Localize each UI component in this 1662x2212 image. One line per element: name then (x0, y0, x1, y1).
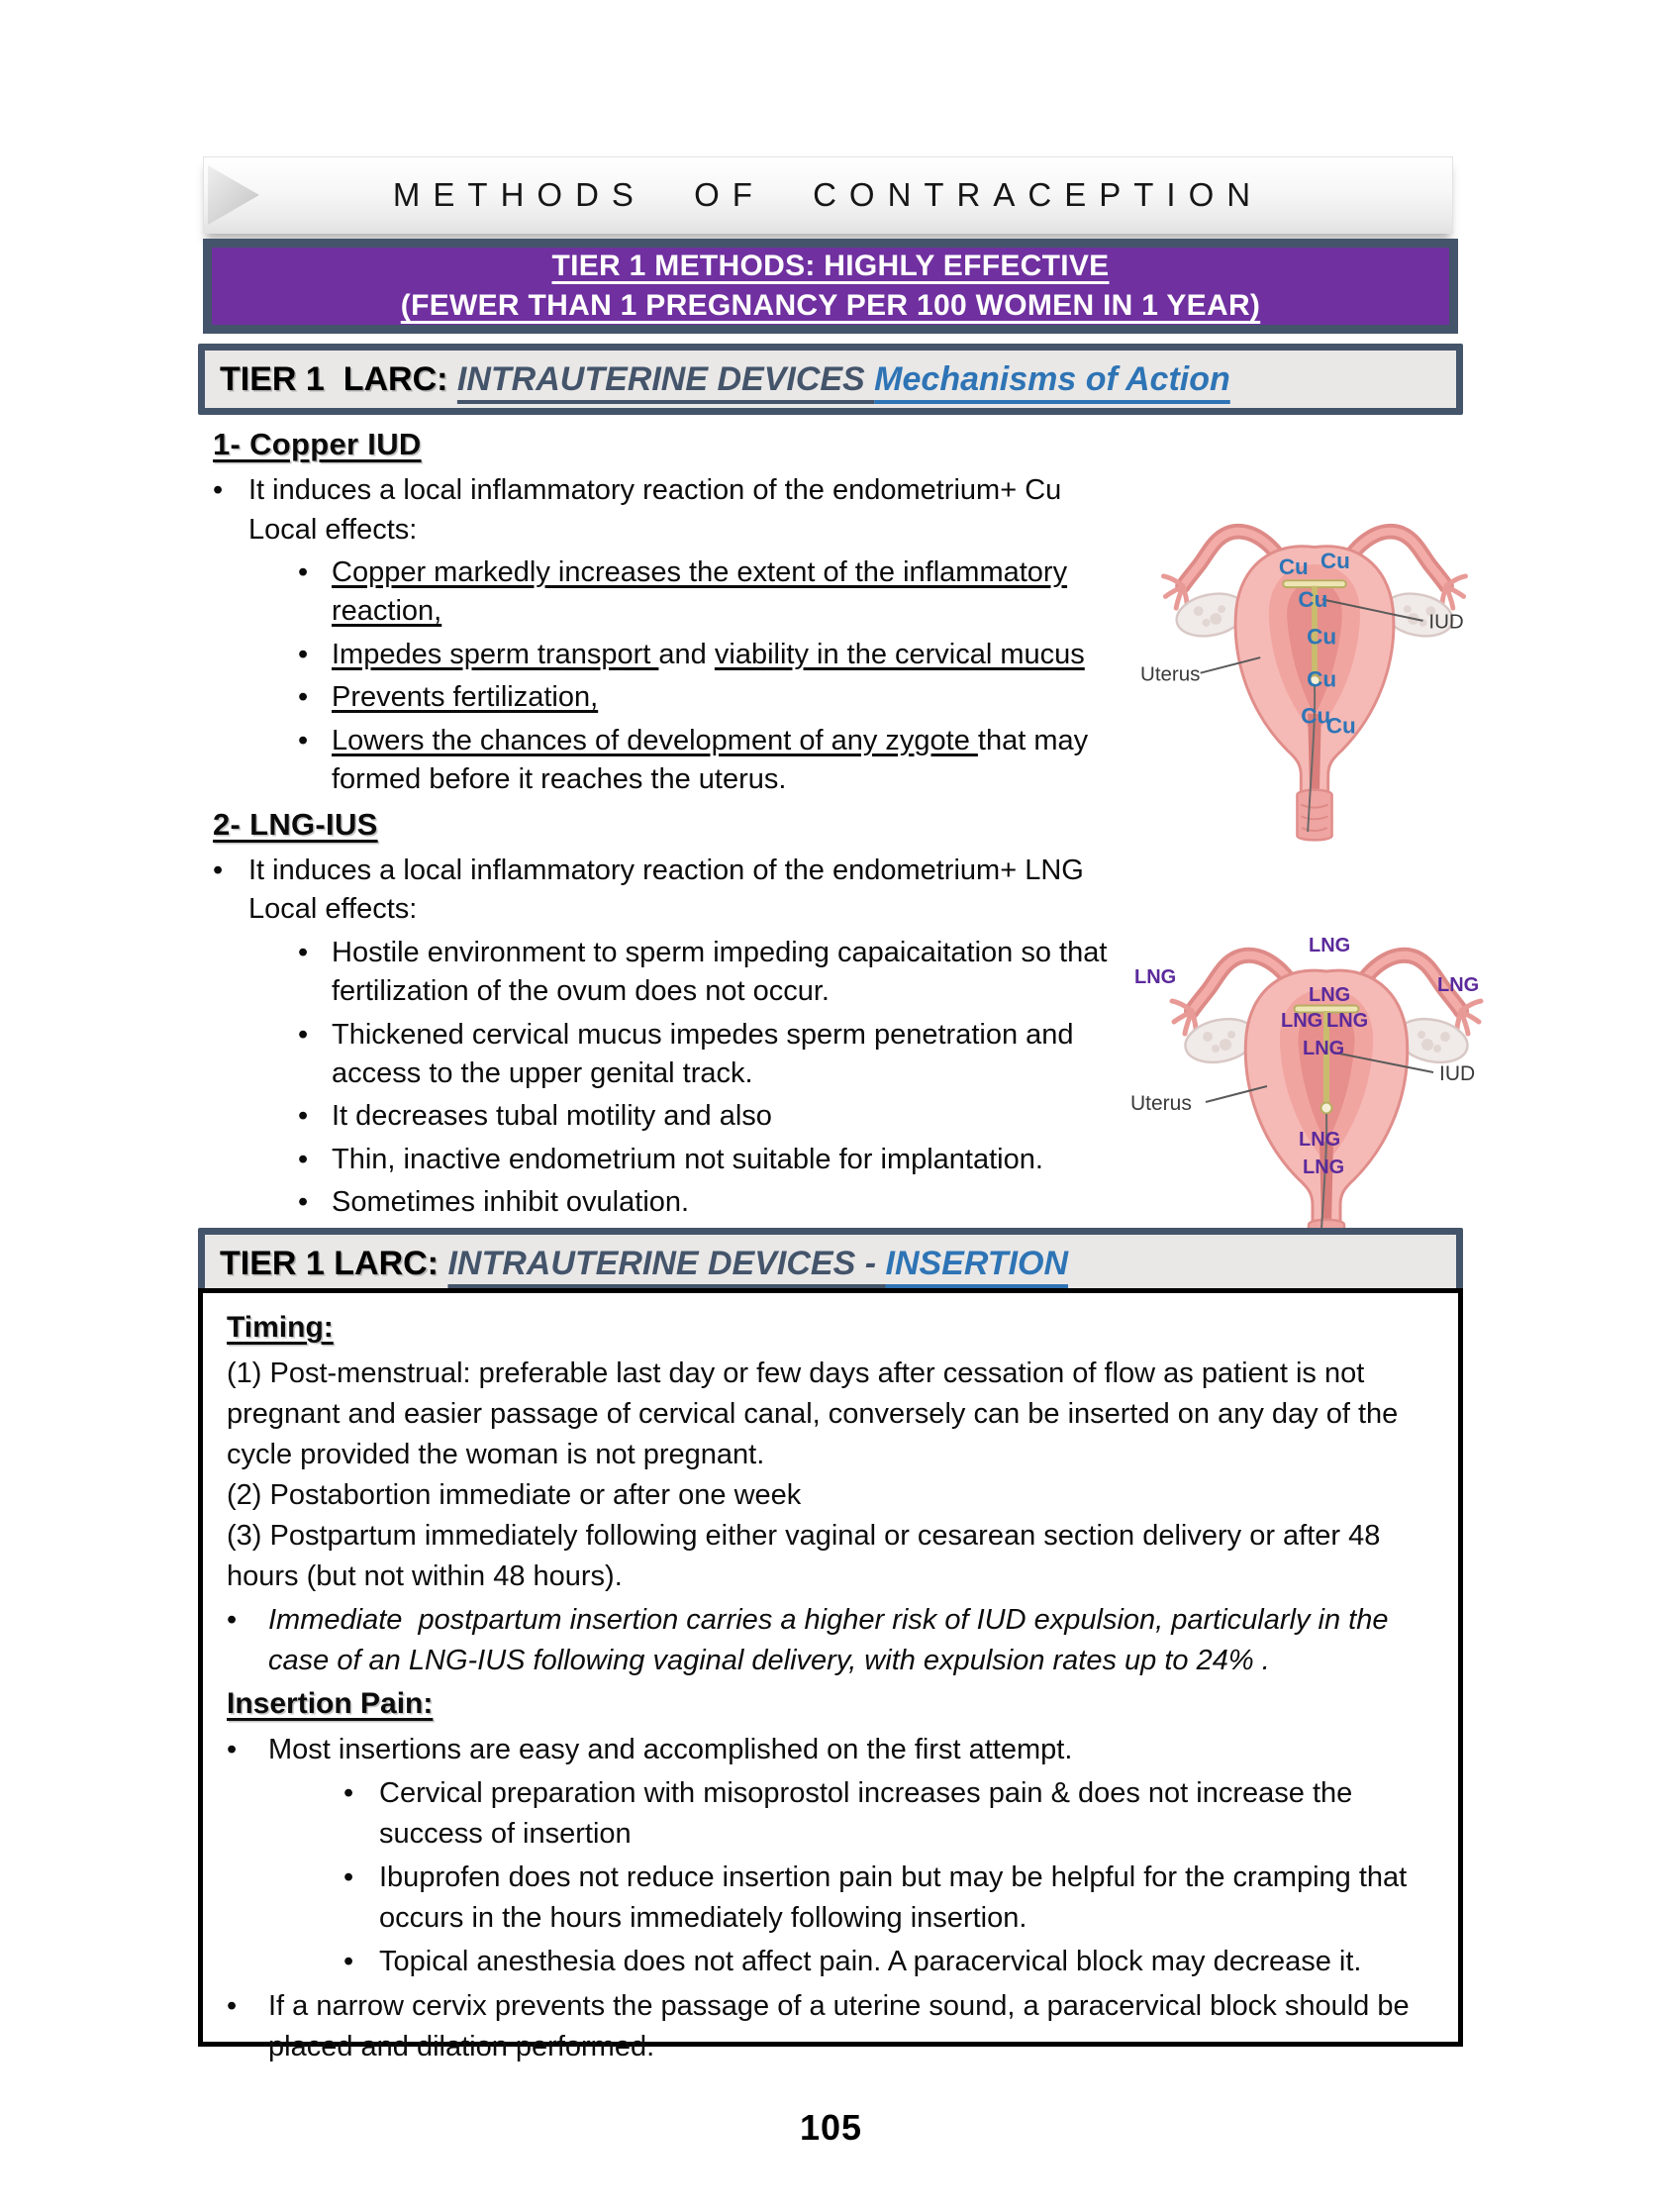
banner-devices-label: INTRAUTERINE DEVICES - (447, 1244, 886, 1282)
pain-sub-bullet-2 (343, 1858, 1436, 1939)
underlined-text: viability in the cervical mucus (714, 638, 1085, 670)
bullet-icon: • (227, 1989, 238, 2022)
cu-ion-label: Cu (1325, 713, 1356, 739)
underlined-text: Impedes sperm transport (332, 638, 659, 670)
bullet-icon: • (298, 724, 309, 756)
lng-sub-text-2: Thickened cervical mucus impedes sperm penetration and access to the upper genital track. (332, 1018, 1074, 1089)
copper-iud-uterus-illustration (1140, 471, 1489, 848)
bullet-icon: • (298, 556, 309, 589)
lng-ion-label: LNG (1303, 1156, 1345, 1178)
cu-ion-label: Cu (1298, 587, 1328, 613)
copper-intro-line2: Local effects: (248, 513, 418, 546)
lng-intro-text (248, 852, 1084, 930)
bullet-icon: • (213, 854, 224, 886)
underlined-text: Prevents fertilization, (332, 681, 599, 714)
copper-sub-text-1 (332, 553, 1141, 632)
pain-sub-text-3: Topical anesthesia does not affect pain. A paracervical block may decrease it. (379, 1946, 1362, 1978)
bullet-icon: • (298, 1100, 309, 1133)
lng-intro-line1: It induces a local inflammatory reaction of the endometrium+ LNG (248, 854, 1084, 886)
lng-ion-label: LNG (1326, 1010, 1369, 1032)
lng-intro-line2: Local effects: (248, 893, 418, 926)
bullet-icon: • (227, 1733, 238, 1765)
lng-ius-heading: 2- LNG-IUS (213, 806, 378, 842)
section-banner-mechanisms (198, 344, 1463, 415)
bullet-icon: • (343, 1861, 354, 1894)
bullet-icon: • (343, 1946, 354, 1978)
timing-item-1: (1) Post-menstrual: preferable last day or few days after cessation of flow as patient is not pregnant and easier passage of cervical canal, conversely can be inserted on any day of the cycle provided the woman is not pregnant. (227, 1357, 1399, 1470)
lng-ion-label: LNG (1134, 966, 1177, 988)
iud-label: IUD (1428, 610, 1464, 634)
tier1-banner-line1: TIER 1 METHODS: HIGHLY EFFECTIVE (551, 250, 1110, 282)
page-number: 105 (799, 2107, 863, 2148)
timing-note-bullet (227, 1600, 1436, 1681)
banner-insertion-label: INSERTION (885, 1244, 1069, 1282)
pain-bullet-1 (227, 1730, 1436, 1770)
underlined-text: Copper markedly increases the extent of the inflammatory reaction, (332, 556, 1068, 628)
timing-note-text: Immediate postpartum insertion carries a higher risk of IUD expulsion, particularly in the case of an LNG-IUS following vaginal delivery, with expulsion rates up to 24% . (268, 1603, 1397, 1676)
tier1-banner (203, 239, 1458, 334)
lng-sub-bullet-3 (298, 1097, 1141, 1136)
bullet-icon: • (298, 1186, 309, 1219)
banner-prefix: TIER 1 LARC: (220, 1244, 448, 1282)
pain-bullet-2-text: If a narrow cervix prevents the passage of a uterine sound, a paracervical block should be placed and dilation performed. (268, 1989, 1410, 2062)
lng-sub-bullet-5 (298, 1183, 1141, 1222)
underlined-text: Lowers the chances of development of any zygote (332, 724, 978, 756)
page-title-banner (203, 156, 1453, 234)
lng-ion-label: LNG (1309, 935, 1351, 956)
timing-heading: Timing: (227, 1311, 334, 1344)
lng-sub-text-1: Hostile environment to sperm impeding capaicaitation so that fertilization of the ovum does not occur. (332, 936, 1108, 1008)
banner-prefix: TIER 1 LARC: (220, 359, 457, 398)
cu-ion-label: Cu (1307, 666, 1337, 692)
lng-sub-bullet-4 (298, 1141, 1141, 1179)
copper-sub-bullet-4 (298, 722, 1141, 800)
lng-ion-label: LNG (1437, 974, 1480, 996)
lng-sub-text-4: Thin, inactive endometrium not suitable for implantation. (332, 1143, 1043, 1175)
plain-text: that may formed before it reaches the uterus. (332, 724, 1089, 796)
copper-sub-bullet-3 (298, 678, 1141, 717)
tier1-banner-line2: (FEWER THAN 1 PREGNANCY PER 100 WOMEN IN 1 YEAR) (400, 289, 1261, 322)
timing-item-2: (2) Postabortion immediate or after one week (227, 1479, 802, 1512)
plain-text: and (658, 638, 715, 670)
lng-sub-bullet-2 (298, 1016, 1141, 1094)
pain-sub-bullet-3 (343, 1942, 1436, 1982)
cu-ion-label: Cu (1307, 624, 1337, 650)
banner-devices-label: INTRAUTERINE DEVICES (456, 359, 875, 398)
lng-ion-label: LNG (1299, 1129, 1341, 1151)
lng-ius-uterus-illustration (1128, 919, 1524, 1246)
uterus-label: Uterus (1140, 662, 1201, 686)
pain-bullet-2 (227, 1986, 1436, 2067)
lng-sub-bullet-1 (298, 934, 1141, 1012)
copper-sub-text-2 (332, 636, 1085, 674)
lng-ion-label: LNG (1281, 1010, 1323, 1032)
copper-sub-text-4 (332, 722, 1141, 800)
insertion-content-box (198, 1288, 1463, 2062)
copper-intro-line1: It induces a local inflammatory reaction of the endometrium+ Cu (248, 474, 1062, 507)
bullet-icon: • (298, 1143, 309, 1175)
timing-item-3: (3) Postpartum immediately following either vaginal or cesarean section delivery or after 48 hours (but not within 48 hours). (227, 1520, 1381, 1593)
uterus-label: Uterus (1130, 1092, 1192, 1115)
iud-label: IUD (1439, 1062, 1476, 1085)
insertion-pain-heading: Insertion Pain: (227, 1686, 434, 1720)
copper-intro-bullet (213, 471, 1141, 550)
pain-sub-text-1: Cervical preparation with misoprostol increases pain & does not increase the success of insertion (379, 1776, 1353, 1850)
mechanisms-text-column (213, 420, 1141, 1227)
cu-ion-label: Cu (1278, 553, 1309, 579)
lng-sub-text-3: It decreases tubal motility and also (332, 1100, 772, 1133)
copper-sub-text-3 (332, 678, 598, 717)
bullet-icon: • (227, 1603, 238, 1636)
lng-ion-label: LNG (1303, 1038, 1345, 1059)
pain-sub-bullet-1 (343, 1773, 1436, 1855)
copper-intro-text (248, 471, 1061, 550)
lng-intro-bullet (213, 852, 1141, 930)
bullet-icon: • (298, 681, 309, 714)
bullet-icon: • (343, 1776, 354, 1809)
copper-iud-heading: 1- Copper IUD (213, 427, 422, 461)
banner-arrow-icon (208, 165, 259, 225)
bullet-icon: • (298, 1018, 309, 1051)
page-title: METHODS OF CONTRACEPTION (392, 176, 1264, 213)
lng-ion-label: LNG (1309, 984, 1351, 1006)
lng-sub-text-5: Sometimes inhibit ovulation. (332, 1186, 690, 1219)
bullet-icon: • (213, 474, 224, 507)
pain-sub-text-2: Ibuprofen does not reduce insertion pain but may be helpful for the cramping that occurs in the hours immediately following insertion. (379, 1861, 1408, 1935)
banner-mechanisms-label: Mechanisms of Action (874, 359, 1230, 398)
bullet-icon: • (298, 638, 309, 670)
cu-ion-label: Cu (1320, 549, 1350, 574)
bullet-icon: • (298, 936, 309, 968)
pain-bullet-1-text: Most insertions are easy and accomplished on the first attempt. (268, 1733, 1073, 1765)
copper-sub-bullet-2 (298, 636, 1141, 674)
cu-ion-label: Cu (1301, 703, 1331, 729)
copper-sub-bullet-1 (298, 553, 1141, 632)
